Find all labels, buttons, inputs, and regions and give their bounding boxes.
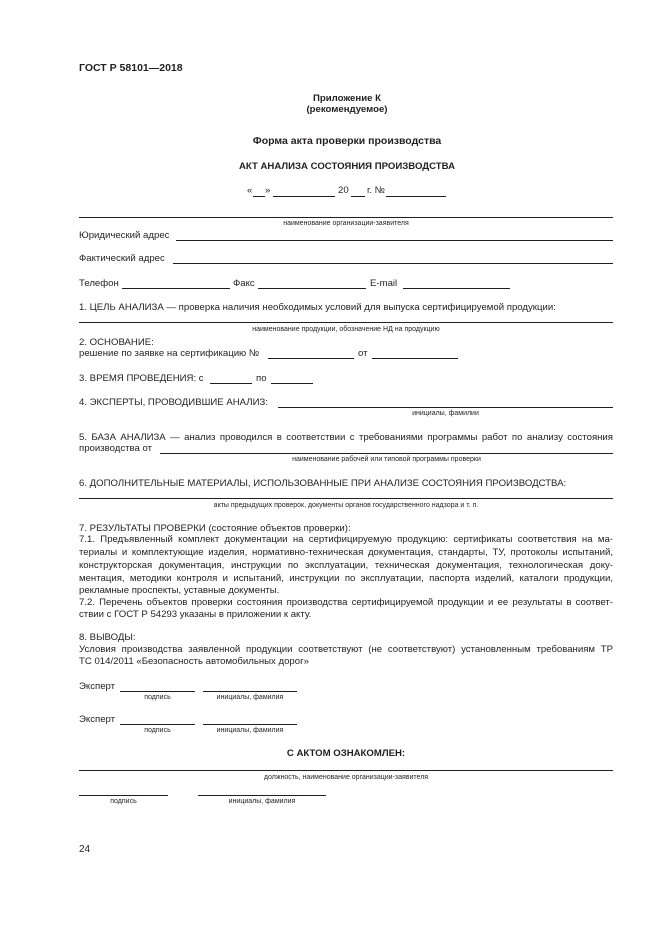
section-2-from: от bbox=[358, 348, 368, 359]
start-date-field[interactable] bbox=[210, 383, 252, 384]
acquainted-name-caption: инициалы, фамилия bbox=[228, 798, 296, 805]
name-caption: инициалы, фамилия bbox=[216, 727, 284, 734]
section-7-line: териалы и комплектующие изделия, нормативно-техническая документация, стандарты, ТУ, протоколы испытаний, bbox=[79, 547, 613, 558]
email-field[interactable] bbox=[403, 288, 510, 289]
legal-address-field[interactable] bbox=[176, 240, 613, 241]
actual-address-field[interactable] bbox=[173, 263, 613, 264]
fax-label: Факс bbox=[233, 278, 255, 289]
program-caption: наименование рабочей или типовой программы проверки bbox=[292, 456, 481, 463]
section-3-time: 3. ВРЕМЯ ПРОВЕДЕНИЯ: с bbox=[79, 373, 204, 384]
expert-label: Эксперт bbox=[79, 714, 116, 725]
section-7-line: конструкторская документация, инструкции по эксплуатации, техническая документация, технологическая доку- bbox=[79, 560, 613, 571]
section-7-line: рекламные проспекты, уставные документы. bbox=[79, 585, 280, 596]
section-1-purpose: 1. ЦЕЛЬ АНАЛИЗА — проверка наличия необходимых условий для выпуска сертифицируемой продукции: bbox=[79, 302, 556, 313]
materials-field[interactable] bbox=[79, 498, 613, 499]
month-field[interactable] bbox=[273, 196, 335, 197]
section-2-title: 2. ОСНОВАНИЕ: bbox=[79, 337, 154, 348]
acquainted-signature-field[interactable] bbox=[79, 795, 168, 796]
section-3-to: по bbox=[256, 373, 267, 384]
organization-caption: наименование организации-заявителя bbox=[283, 220, 409, 227]
section-4-experts: 4. ЭКСПЕРТЫ, ПРОВОДИВШИЕ АНАЛИЗ: bbox=[79, 397, 268, 408]
acquainted-title: С АКТОМ ОЗНАКОМЛЕН: bbox=[286, 748, 406, 759]
standard-designation: ГОСТ Р 58101—2018 bbox=[79, 62, 183, 74]
fax-field[interactable] bbox=[258, 288, 366, 289]
section-8-line-2: ТС 014/2011 «Безопасность автомобильных дорог» bbox=[79, 656, 309, 667]
name-caption: инициалы, фамилия bbox=[216, 694, 284, 701]
number-prefix: г. № bbox=[367, 185, 385, 196]
section-7-line: ствии с ГОСТ Р 54293 указаны в приложении к акту. bbox=[79, 609, 312, 620]
section-6-materials: 6. ДОПОЛНИТЕЛЬНЫЕ МАТЕРИАЛЫ, ИСПОЛЬЗОВАННЫЕ ПРИ АНАЛИЗЕ СОСТОЯНИЯ ПРОИЗВОДСТВА: bbox=[79, 478, 567, 489]
legal-address-label: Юридический адрес bbox=[79, 230, 170, 241]
day-field[interactable] bbox=[253, 196, 265, 197]
section-7-line: 7.2. Перечень объектов проверки состояния производства сертифицируемой продукции и ее результаты в соответ- bbox=[79, 597, 613, 608]
request-date-field[interactable] bbox=[372, 358, 458, 359]
program-field[interactable] bbox=[160, 453, 613, 454]
experts-field[interactable] bbox=[278, 407, 613, 408]
end-date-field[interactable] bbox=[271, 383, 313, 384]
form-title: Форма акта проверки производства bbox=[252, 135, 442, 147]
acquainted-name-field[interactable] bbox=[198, 795, 326, 796]
page-number: 24 bbox=[79, 844, 91, 855]
email-label: E-mail bbox=[370, 278, 398, 289]
year-prefix: 20 bbox=[338, 185, 349, 196]
section-7-line: 7.1. Предъявленный комплект документации на сертифицируемую продукцию: сертификаты соответствия на ма- bbox=[79, 534, 613, 545]
act-number-field[interactable] bbox=[386, 196, 446, 197]
experts-caption: инициалы, фамилии bbox=[412, 410, 479, 417]
section-7-line: ментация, методики контроля и испытаний, инструкции по эксплуатации, паспорта изделий, каталоги продукции, bbox=[79, 573, 613, 584]
acquainted-caption: должность, наименование организации-заявителя bbox=[263, 774, 429, 781]
phone-label: Телефон bbox=[79, 278, 119, 289]
phone-field[interactable] bbox=[122, 288, 230, 289]
expert-name-field[interactable] bbox=[203, 691, 297, 692]
product-caption: наименование продукции, обозначение НД на продукцию bbox=[252, 326, 440, 333]
section-8-title: 8. ВЫВОДЫ: bbox=[79, 632, 136, 643]
date-close-quote: » bbox=[265, 185, 271, 196]
materials-caption: акты предыдущих проверок, документы органов государственного надзора и т. п. bbox=[213, 502, 479, 509]
appendix-subtitle: (рекомендуемое) bbox=[306, 104, 388, 115]
acquainted-position-field[interactable] bbox=[79, 770, 613, 771]
acquainted-signature-caption: подпись bbox=[110, 798, 137, 805]
signature-caption: подпись bbox=[144, 694, 171, 701]
request-number-field[interactable] bbox=[268, 358, 354, 359]
section-8-line-1: Условия производства заявленной продукции соответствуют (не соответствуют) установленным требованиям ТР bbox=[79, 644, 613, 655]
product-name-field[interactable] bbox=[79, 322, 613, 323]
section-5-line-1: 5. БАЗА АНАЛИЗА — анализ проводился в соответствии с требованиями программы работ по анализу состояния bbox=[79, 432, 613, 443]
section-2-request: решение по заявке на сертификацию № bbox=[79, 348, 260, 359]
signature-caption: подпись bbox=[144, 727, 171, 734]
expert-name-field[interactable] bbox=[203, 724, 297, 725]
expert-label: Эксперт bbox=[79, 681, 116, 692]
expert-signature-field[interactable] bbox=[120, 724, 195, 725]
section-5-line-2: производства от bbox=[79, 443, 153, 454]
act-title: АКТ АНАЛИЗА СОСТОЯНИЯ ПРОИЗВОДСТВА bbox=[238, 161, 456, 172]
year-field[interactable] bbox=[351, 196, 365, 197]
expert-signature-field[interactable] bbox=[120, 691, 195, 692]
actual-address-label: Фактический адрес bbox=[79, 253, 165, 264]
date-open-quote: « bbox=[247, 185, 253, 196]
organization-name-field[interactable] bbox=[79, 217, 613, 218]
appendix-title: Приложение К bbox=[313, 93, 381, 104]
section-7-title: 7. РЕЗУЛЬТАТЫ ПРОВЕРКИ (состояние объектов проверки): bbox=[79, 523, 351, 534]
